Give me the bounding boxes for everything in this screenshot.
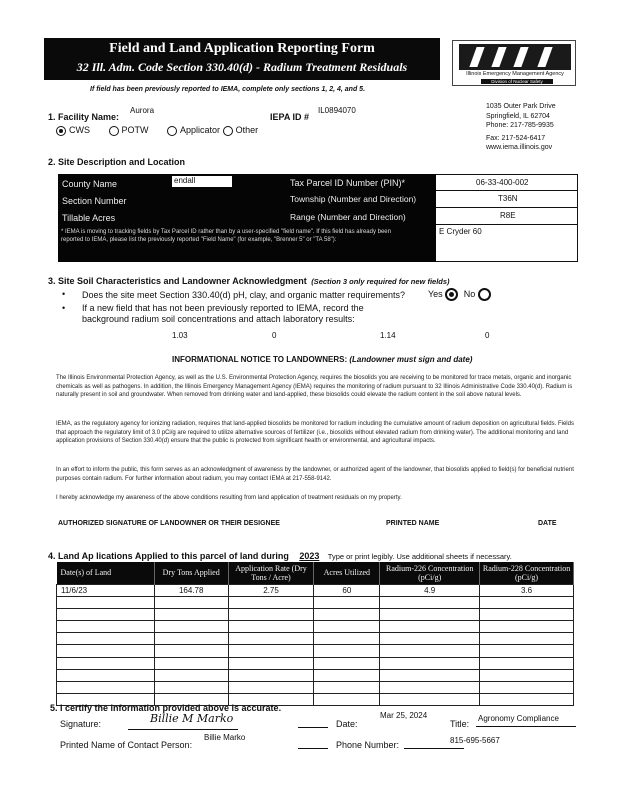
table-cell[interactable] <box>480 596 574 608</box>
township-value: T36N <box>498 194 518 203</box>
notice-heading <box>172 355 472 364</box>
table-cell[interactable] <box>380 682 480 694</box>
column-header: Date(s) of Land <box>57 562 155 584</box>
option-applicator[interactable] <box>167 125 220 135</box>
bullet-dot: • <box>62 289 66 299</box>
iepa-id-label: IEPA ID # <box>270 112 310 122</box>
county-value[interactable]: endall <box>172 176 232 187</box>
table-cell[interactable] <box>57 608 155 620</box>
table-cell[interactable] <box>228 633 314 645</box>
printed-name-value[interactable]: Billie Marko <box>204 733 246 742</box>
table-cell[interactable] <box>228 669 314 681</box>
yes-label: Yes <box>428 288 443 299</box>
township-label: Township (Number and Direction) <box>290 194 417 204</box>
notice-heading-text: INFORMATIONAL NOTICE TO LANDOWNERS: <box>172 355 348 364</box>
phone-value[interactable]: 815-695-5667 <box>450 736 500 745</box>
table-cell[interactable] <box>57 645 155 657</box>
table-cell[interactable]: 60 <box>314 584 380 596</box>
facility-type-group <box>56 125 258 136</box>
soil-requirements-question: Does the site meet Section 330.40(d) pH, clay, and organic matter requirements? <box>82 290 405 300</box>
form-title-banner <box>44 38 440 80</box>
table-cell[interactable] <box>228 657 314 669</box>
title-value[interactable]: Agronomy Compliance <box>478 714 559 723</box>
table-cell[interactable] <box>380 645 480 657</box>
table-cell[interactable] <box>380 633 480 645</box>
table-cell[interactable] <box>314 633 380 645</box>
date-value[interactable]: Mar 25, 2024 <box>380 711 428 720</box>
option-label: Other <box>235 125 259 135</box>
notice-paragraph-2: IEMA, as the regulatory agency for ionizing radiation, requires that land-applied biosolids be monitored for radium including the cumulative amount of radium deposition on agricultural fields. Fields that approach the regulatory limit of 3.0 pCi/g are required to utilize alternative sources of fertilizer (i.e., biosolids without elevated radium from drinking water). The additional monitoring and land application provisions of Section 330.40(d) ensure that the public is protected from significant health or environmental, and agricultural impacts. <box>56 421 574 444</box>
tax-parcel-box[interactable] <box>436 174 578 191</box>
table-cell[interactable]: 4.9 <box>380 584 480 596</box>
agency-phone: Phone: 217-785-9935 <box>486 122 554 129</box>
table-cell[interactable] <box>314 645 380 657</box>
table-cell[interactable] <box>154 596 228 608</box>
table-cell[interactable] <box>57 633 155 645</box>
column-header: Acres Utilized <box>314 562 380 584</box>
table-cell[interactable] <box>380 621 480 633</box>
soil-heading-text: 3. Site Soil Characteristics and Landowner Acknowledgment <box>48 276 307 286</box>
soil-section-heading <box>48 271 450 289</box>
field-name-value: E Cryder 60 <box>439 227 482 236</box>
address-line1: 1035 Outer Park Drive <box>486 103 556 110</box>
printed-name-label: Printed Name of Contact Person: <box>60 740 193 750</box>
no-radio[interactable] <box>478 288 491 301</box>
table-cell[interactable] <box>314 669 380 681</box>
table-row <box>57 596 574 608</box>
table-cell[interactable] <box>380 694 480 706</box>
landowner-signature-label: AUTHORIZED SIGNATURE OF LANDOWNER OR THEIR DESIGNEE <box>58 520 280 527</box>
option-cws[interactable] <box>56 125 90 135</box>
table-row <box>57 633 574 645</box>
table-cell[interactable] <box>480 682 574 694</box>
range-label: Range (Number and Direction) <box>290 212 406 222</box>
table-cell[interactable] <box>480 633 574 645</box>
table-cell[interactable] <box>228 682 314 694</box>
tax-parcel-value: 06-33-400-002 <box>476 178 529 187</box>
table-cell[interactable] <box>380 596 480 608</box>
column-header: Radium-228 Concentration (pCi/g) <box>480 562 574 584</box>
table-cell[interactable] <box>57 657 155 669</box>
table-cell[interactable] <box>480 645 574 657</box>
yes-no-group <box>428 288 494 301</box>
table-row <box>57 669 574 681</box>
table-cell[interactable]: 11/6/23 <box>57 584 155 596</box>
table-cell[interactable] <box>228 596 314 608</box>
table-cell[interactable] <box>154 645 228 657</box>
table-cell[interactable] <box>314 682 380 694</box>
tax-parcel-label: Tax Parcel ID Number (PIN)* <box>290 178 406 188</box>
soil-value-2[interactable]: 0 <box>272 331 277 340</box>
tillable-acres-label: Tillable Acres <box>62 213 116 223</box>
no-label: No <box>463 288 476 299</box>
signature-value: Billie M Marko <box>150 712 234 725</box>
table-row <box>57 584 574 596</box>
table-cell[interactable] <box>314 608 380 620</box>
table-cell[interactable] <box>380 669 480 681</box>
title-line <box>476 726 576 727</box>
table-cell[interactable] <box>480 608 574 620</box>
soil-heading-note: (Section 3 only required for new fields) <box>311 277 450 286</box>
table-cell[interactable] <box>380 608 480 620</box>
landowner-date-label: DATE <box>538 520 557 527</box>
radio-icon <box>223 126 233 136</box>
form-subtitle: 32 Ill. Adm. Code Section 330.40(d) - Radium Treatment Residuals <box>76 60 408 74</box>
option-label: CWS <box>69 125 90 135</box>
soil-value-1[interactable]: 1.03 <box>172 331 188 340</box>
radio-icon <box>109 126 119 136</box>
agency-division: Division of Nuclear Safety <box>481 79 553 84</box>
table-cell[interactable] <box>154 669 228 681</box>
instruction-text: If field has been previously reported to IEMA, complete only sections 1, 2, 4, and 5. <box>90 86 366 93</box>
notice-heading-note: (Landowner must sign and date) <box>349 355 473 364</box>
table-cell[interactable] <box>154 682 228 694</box>
date-label: Date: <box>336 719 358 729</box>
iema-logo <box>452 40 576 86</box>
site-description-table <box>58 174 436 262</box>
phone-line <box>404 748 464 749</box>
certification-heading: 5. I certify the information provided above is accurate. <box>50 703 282 713</box>
facility-name-value[interactable]: Aurora <box>130 106 155 115</box>
bullet-dot: • <box>62 303 66 313</box>
phone-label: Phone Number: <box>336 740 400 750</box>
radio-icon <box>167 126 177 136</box>
county-label: County Name <box>62 179 118 189</box>
column-header: Application Rate (Dry Tons / Acre) <box>228 562 314 584</box>
table-cell[interactable] <box>154 621 228 633</box>
table-cell[interactable] <box>57 621 155 633</box>
column-header: Dry Tons Applied <box>154 562 228 584</box>
table-cell[interactable] <box>154 633 228 645</box>
title-label: Title: <box>450 719 470 729</box>
iepa-id-value[interactable]: IL0894070 <box>318 106 356 115</box>
table-row <box>57 645 574 657</box>
table-header-row <box>57 562 574 584</box>
table-row <box>57 657 574 669</box>
agency-address <box>486 102 556 153</box>
table-cell[interactable] <box>154 657 228 669</box>
table-cell[interactable] <box>314 694 380 706</box>
table-cell[interactable] <box>314 657 380 669</box>
table-cell[interactable] <box>154 608 228 620</box>
table-cell[interactable] <box>57 669 155 681</box>
form-title: Field and Land Application Reporting Form <box>109 41 375 56</box>
land-applications-note: Type or print legibly. Use additional sheets if necessary. <box>327 552 512 561</box>
table-cell[interactable] <box>480 694 574 706</box>
notice-paragraph-3: In an effort to inform the public, this form serves as an acknowledgment of awareness by the landowner, or authorized agent of the landowner, that biosolids applied to field(s) for beneficial nutrient purposes contain radium. For further information about radium, you may contact IEMA at 217-558-9142. <box>56 467 574 482</box>
option-other[interactable] <box>223 125 259 135</box>
table-cell[interactable] <box>480 669 574 681</box>
printed-name-line <box>298 748 328 749</box>
table-cell[interactable]: 164.78 <box>154 584 228 596</box>
signature-label: Signature: <box>60 719 102 729</box>
table-cell[interactable] <box>228 608 314 620</box>
agency-website: www.iema.illinois.gov <box>486 144 553 151</box>
table-cell[interactable] <box>314 596 380 608</box>
option-label: POTW <box>121 125 149 135</box>
table-cell[interactable] <box>57 596 155 608</box>
range-box[interactable] <box>436 208 578 225</box>
yes-radio[interactable] <box>445 288 458 301</box>
table-cell[interactable] <box>314 621 380 633</box>
option-potw[interactable] <box>109 125 149 135</box>
landowner-printed-name-label: PRINTED NAME <box>386 520 440 527</box>
signature-line[interactable] <box>128 714 238 730</box>
site-description-heading: 2. Site Description and Location <box>48 157 186 167</box>
land-applications-text: 4. Land Ap lications Applied to this parcel of land during <box>48 551 289 561</box>
table-row <box>57 608 574 620</box>
table-cell[interactable] <box>228 621 314 633</box>
signature-blank-line <box>298 727 328 728</box>
agency-name: Illinois Emergency Management Agency <box>466 71 564 77</box>
table-cell[interactable]: 2.75 <box>228 584 314 596</box>
table-cell[interactable] <box>228 645 314 657</box>
township-box[interactable] <box>436 191 578 208</box>
iema-logo-mark <box>459 44 571 70</box>
range-value: R8E <box>500 211 516 220</box>
address-line2: Springfield, IL 62704 <box>486 112 550 120</box>
agency-fax: Fax: 217-524-6417 <box>486 134 546 142</box>
notice-paragraph-1: The Illinois Environmental Protection Agency, as well as the U.S. Environmental Protection Agency, requires the biosolids you are receiving to be monitored for trace metals, organic and inorganic chemicals as well as pathogens. In addition, the Illinois Emergency Management Agency (IEMA) requires the monitoring of radium pursuant to 32 Illinois Administrative Code 330.40(d). Radium is naturally present in soil and groundwater. When removed from drinking water and land-applied, these biosolids could elevate the radium content in the soil above natural levels. <box>56 375 573 398</box>
notice-paragraph-4: I hereby acknowledge my awareness of the above conditions resulting from land application of treatment residuals on my property. <box>56 495 402 501</box>
background-radium-question: If a new field that has not been previously reported to IEMA, record the background radium soil concentrations and attach laboratory results: <box>82 303 364 324</box>
table-row <box>57 621 574 633</box>
section-number-label: Section Number <box>62 196 127 206</box>
table-cell[interactable] <box>480 657 574 669</box>
land-applications-table <box>56 562 574 706</box>
table-cell[interactable] <box>380 657 480 669</box>
field-name-box[interactable] <box>436 225 578 262</box>
table-row <box>57 682 574 694</box>
table-cell[interactable] <box>480 621 574 633</box>
facility-name-label: 1. Facility Name: <box>48 112 120 122</box>
table-cell[interactable] <box>57 682 155 694</box>
column-header: Radium-226 Concentration (pCi/g) <box>380 562 480 584</box>
option-label: Applicator <box>180 125 221 135</box>
application-year[interactable]: 2023 <box>299 551 320 561</box>
soil-value-3[interactable]: 1.14 <box>380 331 396 340</box>
field-name-note: * IEMA is moving to tracking fields by Tax Parcel ID rather than by a user-specified "field name". If this field has already been reported to IEMA, please list the previously reported "Field Name" (for example, "Brenner 5" or "TA 58"): <box>61 229 391 243</box>
table-cell[interactable]: 3.6 <box>480 584 574 596</box>
soil-value-4[interactable]: 0 <box>485 331 490 340</box>
radio-icon <box>56 126 66 136</box>
